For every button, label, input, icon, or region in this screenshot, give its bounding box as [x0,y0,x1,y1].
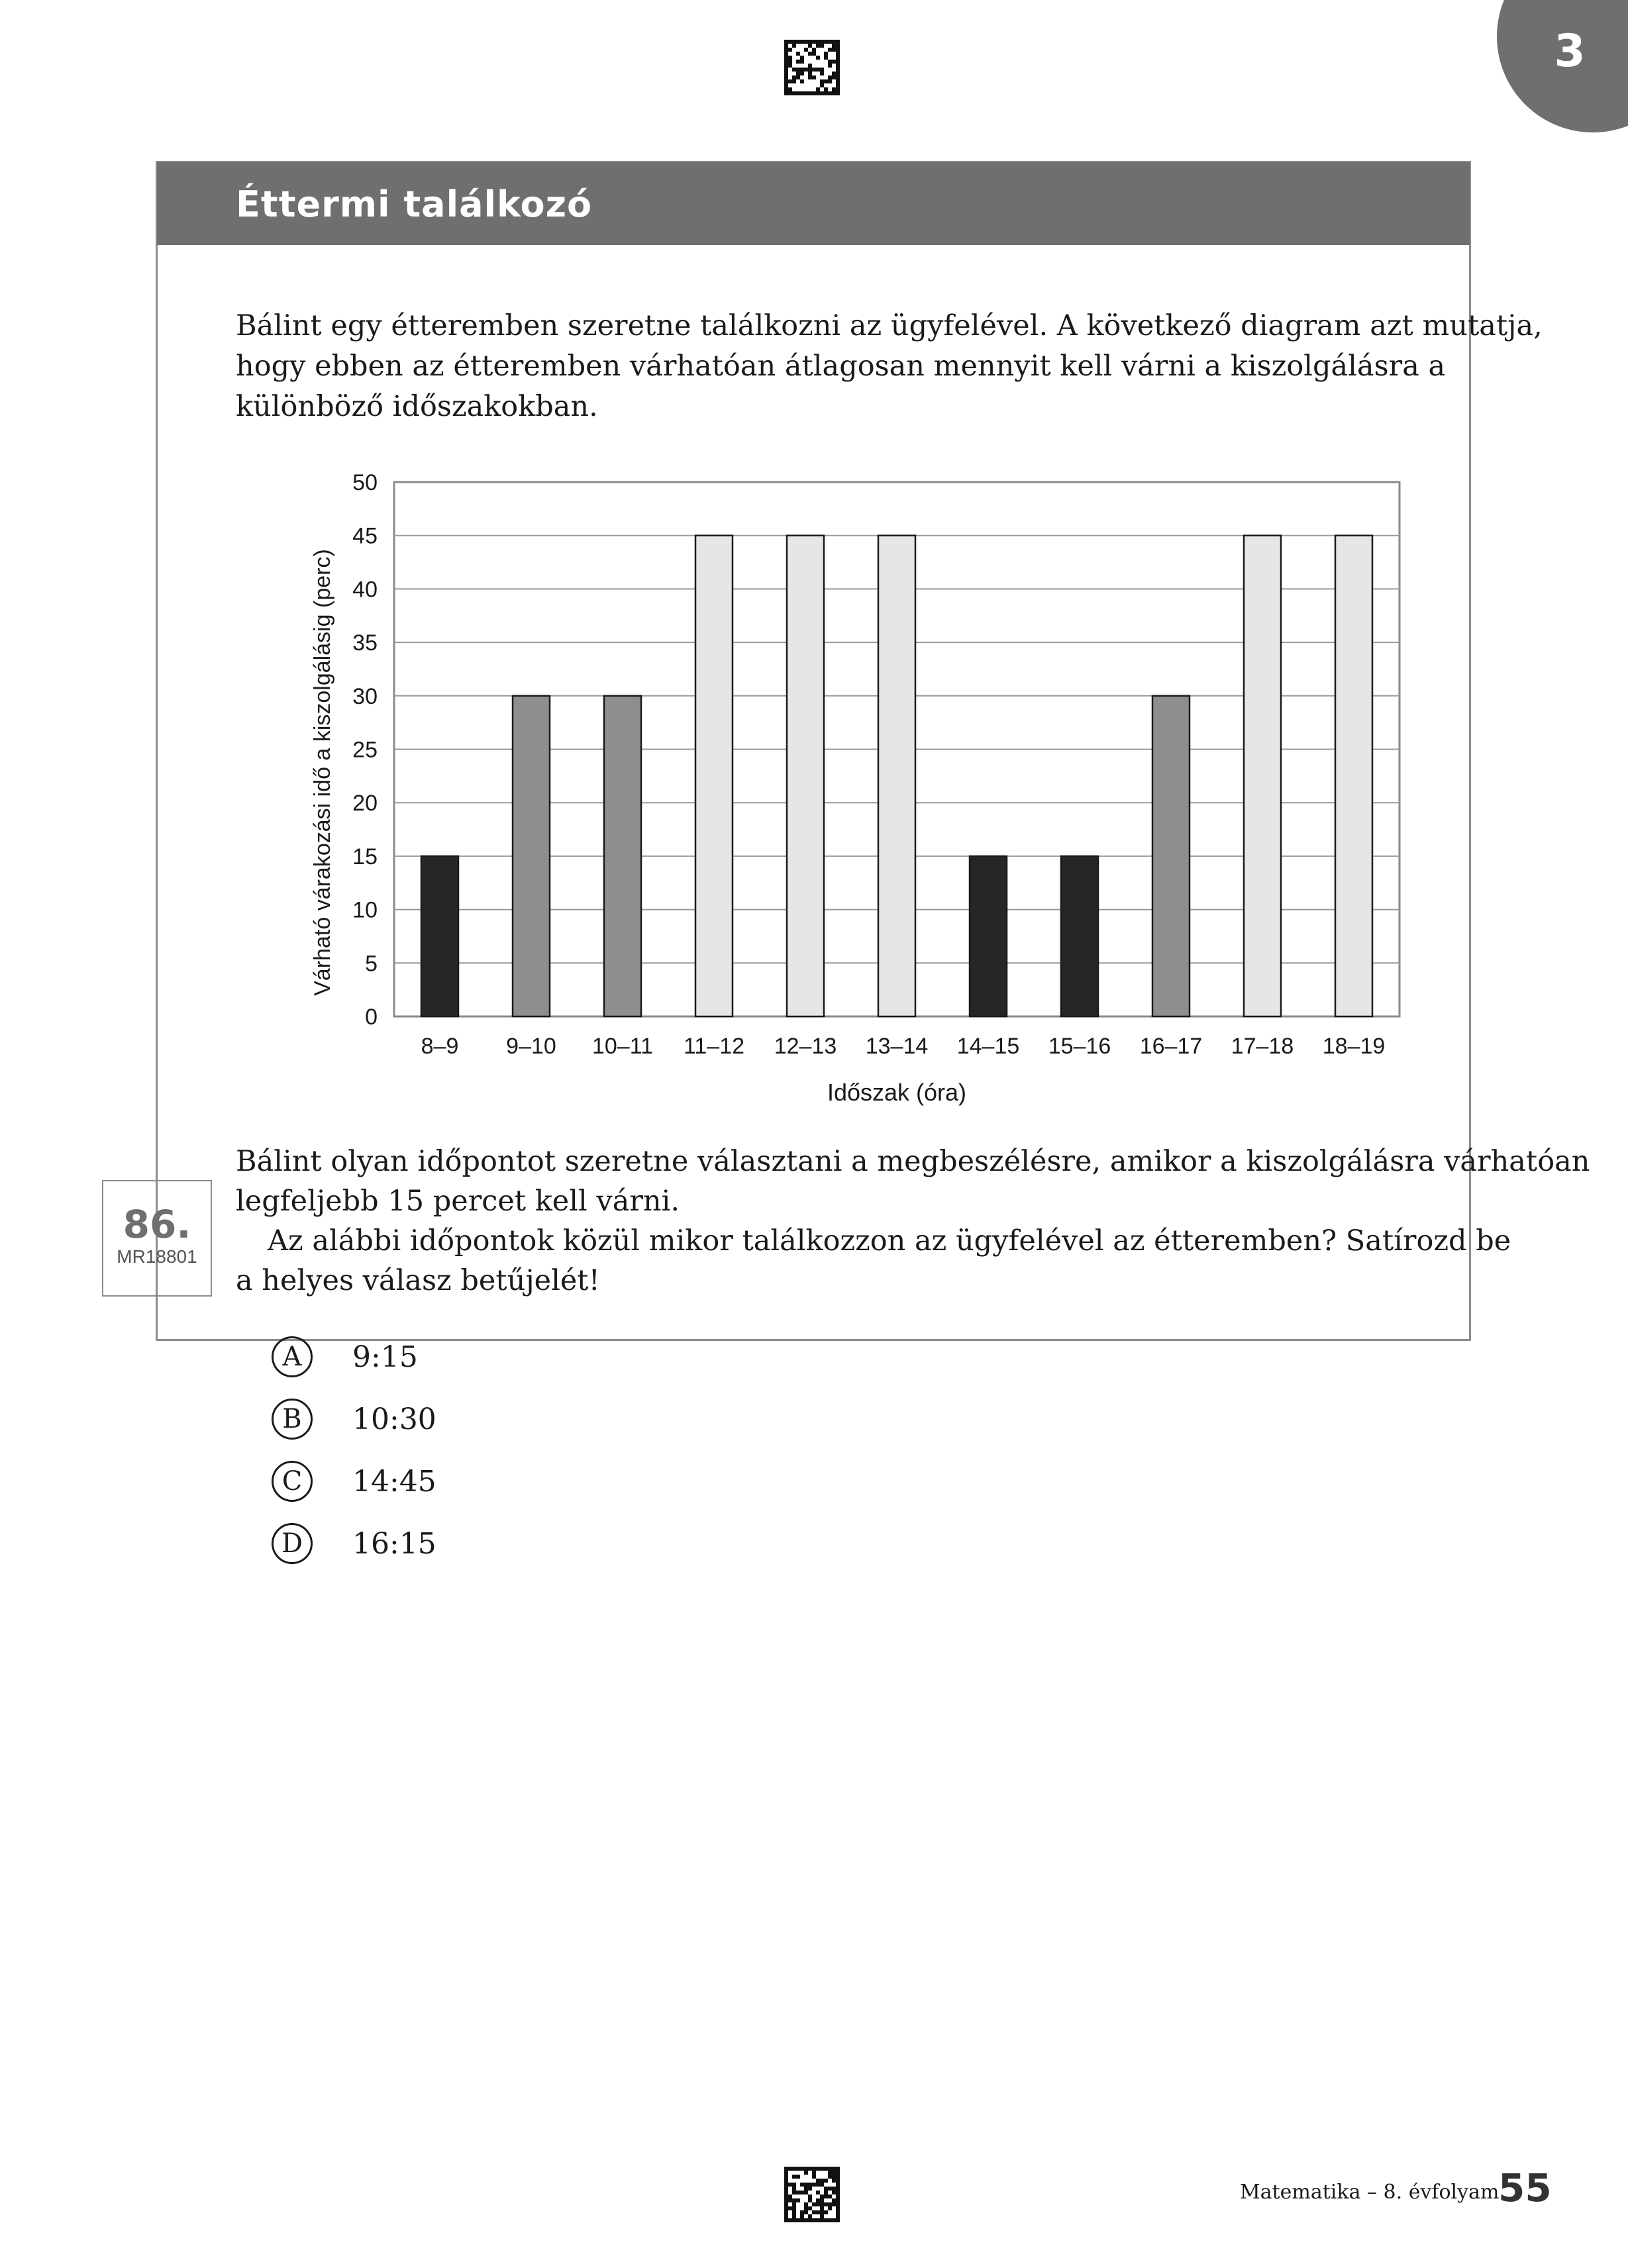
question-code: MR18801 [117,1246,197,1267]
x-tick-label: 18–19 [1322,1034,1386,1059]
footer-subject: Matematika – 8. évfolyam [1240,2181,1500,2204]
x-tick-label: 17–18 [1231,1034,1294,1059]
section-number: 3 [1554,25,1586,77]
question-number: 86. [123,1202,191,1247]
x-tick-label: 8–9 [421,1034,459,1059]
y-tick-label: 5 [365,951,378,977]
bar [1244,536,1281,1016]
option-d-bubble[interactable]: D [272,1523,313,1564]
option-c[interactable] [272,1461,536,1507]
bar [970,856,1007,1016]
question-line: a helyes válasz betűjelét! [236,1264,600,1297]
option-d-text: 16:15 [352,1527,436,1561]
intro-line: hogy ebben az étteremben várhatóan átlagosan mennyit kell várni a kiszolgálásra a [236,350,1446,383]
question-line: legfeljebb 15 percet kell várni. [236,1185,680,1218]
bar [1335,536,1372,1016]
option-d[interactable] [272,1523,536,1569]
option-b-text: 10:30 [352,1403,436,1436]
x-tick-label: 15–16 [1048,1034,1111,1059]
x-tick-label: 16–17 [1139,1034,1203,1059]
question-text [236,1142,1590,1301]
option-a[interactable] [272,1336,536,1383]
x-tick-label: 10–11 [591,1034,654,1059]
y-tick-label: 40 [352,577,378,603]
bar [513,696,550,1016]
y-tick-label: 30 [352,683,378,709]
option-c-text: 14:45 [352,1465,436,1499]
x-tick-label: 12–13 [774,1034,837,1059]
waiting-time-bar-chart [291,460,1431,1116]
x-tick-label: 11–12 [683,1034,745,1059]
bar [421,856,458,1016]
x-tick-label: 13–14 [865,1034,929,1059]
bar [1152,696,1190,1016]
option-a-bubble[interactable]: A [272,1336,313,1377]
y-axis-label: Várható várakozási idő a kiszolgálásig (perc) [310,549,335,996]
bar [604,696,641,1016]
y-tick-label: 50 [352,470,378,495]
option-a-text: 9:15 [352,1340,418,1374]
bar [1061,856,1098,1016]
question-line: Az alábbi időpontok közül mikor találkozzon az ügyfelével az étteremben? Satírozd be [268,1224,1511,1257]
intro-line: Bálint egy étteremben szeretne találkozni az ügyfelével. A következő diagram azt mutatja, [236,309,1543,342]
y-tick-label: 15 [352,844,378,869]
bar [695,536,733,1016]
y-tick-label: 10 [352,897,378,923]
intro-line: különböző időszakokban. [236,390,598,423]
x-axis-label: Időszak (óra) [827,1079,967,1106]
y-tick-label: 35 [352,630,378,656]
task-title: Éttermi találkozó [236,183,593,225]
x-tick-label: 9–10 [506,1034,556,1059]
top-qr-code [784,40,840,95]
bar [787,536,824,1016]
bottom-qr-code [784,2167,840,2222]
option-c-bubble[interactable]: C [272,1461,313,1502]
option-b[interactable] [272,1399,536,1445]
y-tick-label: 25 [352,737,378,763]
option-b-bubble[interactable]: B [272,1399,313,1440]
bar [878,536,915,1016]
x-tick-label: 14–15 [956,1034,1020,1059]
y-tick-label: 45 [352,523,378,549]
y-tick-label: 20 [352,791,378,816]
task-intro [236,306,1543,427]
question-number-box [102,1180,212,1297]
y-tick-label: 0 [365,1005,378,1030]
page-number: 55 [1498,2165,1552,2210]
question-line: Bálint olyan időpontot szeretne választani a megbeszélésre, amikor a kiszolgálásra várhatóan [236,1145,1590,1178]
